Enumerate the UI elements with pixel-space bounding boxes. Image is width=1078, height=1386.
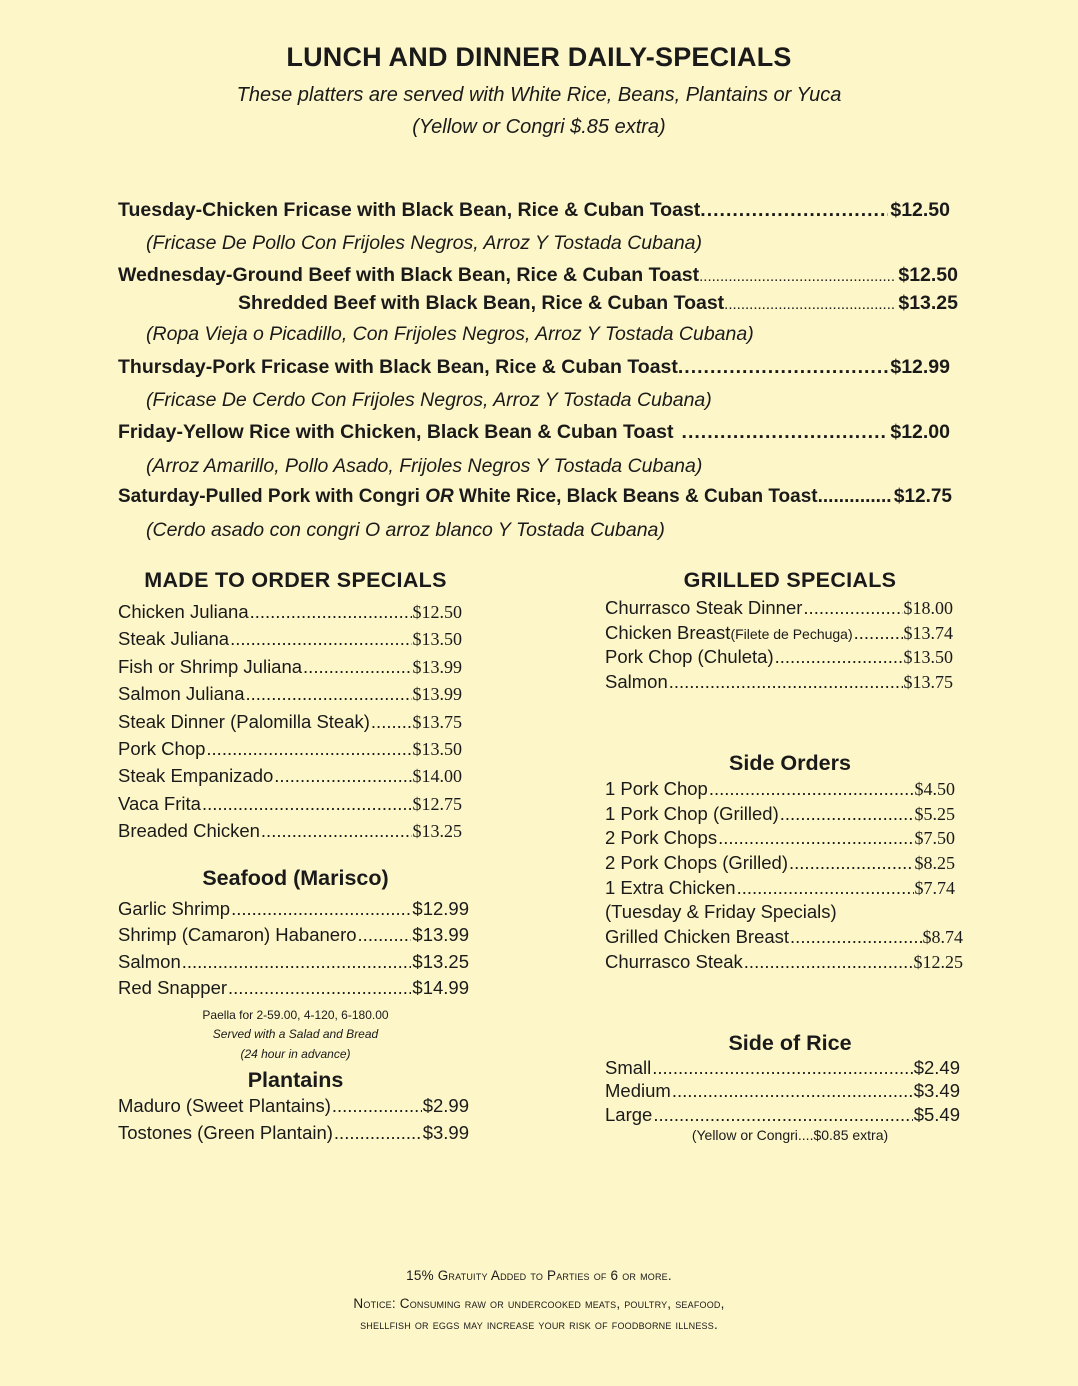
menu-item-name: Red Snapper	[118, 976, 228, 998]
dot-leader	[790, 926, 921, 948]
menu-item-name: 1 Pork Chop (Grilled)	[605, 802, 779, 824]
menu-item-name: Salmon Juliana	[118, 683, 245, 705]
menu-item	[118, 711, 462, 735]
daily-special-name: Tuesday-Chicken Fricase with Black Bean, Rice & Cuban Toast	[118, 199, 701, 221]
menu-item-name: Large	[605, 1103, 653, 1125]
menu-item-name: 1 Extra Chicken	[605, 876, 736, 898]
side-rice-title: Side of Rice	[728, 1031, 852, 1055]
menu-item-name: Small	[605, 1057, 652, 1078]
menu-item	[118, 1122, 469, 1146]
daily-special-name: Thursday-Pork Fricase with Black Bean, Rice & Cuban Toast	[118, 356, 678, 378]
dot-leader	[775, 646, 903, 668]
menu-item-price: $12.25	[913, 951, 963, 972]
menu-item-name: 2 Pork Chops (Grilled)	[605, 852, 789, 874]
menu-item-subname: (Filete de Pechuga)	[730, 625, 853, 642]
paella-advance-note: (24 hour in advance)	[240, 1047, 351, 1061]
menu-item-name: Grilled Chicken Breast	[605, 926, 790, 947]
menu-item-price: $3.99	[422, 1122, 469, 1143]
dot-leader	[669, 671, 903, 693]
menu-item-price: $2.49	[913, 1057, 960, 1078]
dot-leader	[250, 601, 412, 623]
daily-special-name: Shredded Beef with Black Bean, Rice & Cuban Toast	[238, 292, 725, 314]
consumption-notice-cont: shellfish or eggs may increase your risk of foodborne illness.	[360, 1317, 718, 1332]
menu-item-price: $13.75	[903, 672, 953, 693]
dot-leader	[261, 820, 412, 842]
made-to-order-title: MADE TO ORDER SPECIALS	[144, 568, 447, 592]
menu-item	[118, 820, 462, 844]
dot-leader	[737, 877, 914, 899]
menu-item-name: Salmon	[118, 950, 181, 972]
menu-item	[118, 793, 462, 817]
dot-leader	[371, 711, 412, 733]
menu-item-price: $13.99	[412, 684, 462, 705]
dot-leader	[274, 765, 411, 787]
daily-special-price: $13.25	[898, 292, 958, 314]
dot-leader	[334, 1122, 422, 1144]
menu-item-name: Chicken Juliana	[118, 601, 249, 622]
daily-special-translation: (Fricase De Pollo Con Frijoles Negros, Arroz Y Tostada Cubana)	[146, 232, 702, 254]
paella-note: Paella for 2-59.00, 4-120, 6-180.00	[202, 1008, 389, 1022]
daily-special-price: $12.50	[890, 199, 950, 221]
menu-item-price: $13.50	[903, 647, 953, 668]
menu-item-name: 2 Pork Chops	[605, 827, 718, 849]
menu-item	[605, 877, 955, 901]
daily-special-wednesday-alt	[238, 292, 958, 315]
menu-item-price: $12.75	[412, 793, 462, 814]
daily-special-price: $12.99	[890, 356, 950, 378]
dot-leader	[652, 1057, 912, 1079]
dot-leader	[803, 597, 902, 619]
menu-item-price: $7.50	[914, 828, 955, 849]
daily-special-saturday	[118, 486, 952, 508]
menu-item-name: Vaca Frita	[118, 792, 201, 814]
menu-item-price: $13.75	[412, 711, 462, 732]
dot-leader	[182, 951, 412, 973]
gratuity-notice: 15% Gratuity Added to Parties of 6 or more.	[406, 1268, 672, 1283]
dot-leader	[303, 656, 411, 678]
menu-item-name: Churrasco Steak Dinner	[605, 597, 803, 618]
dot-leader	[202, 793, 412, 815]
dot-leader	[230, 628, 411, 650]
menu-item-price: $13.25	[412, 821, 462, 842]
seafood-title: Seafood (Marisco)	[202, 866, 389, 890]
dot-leader	[709, 778, 914, 800]
paella-served-note: Served with a Salad and Bread	[212, 1027, 379, 1041]
menu-item-price: $14.00	[412, 766, 462, 787]
menu-item	[118, 951, 469, 975]
menu-item	[118, 977, 469, 1001]
menu-item-price: $13.50	[412, 629, 462, 650]
menu-subtitle-extra: (Yellow or Congri $.85 extra)	[412, 116, 666, 138]
menu-item	[118, 601, 462, 625]
menu-item-name: Pork Chop	[118, 738, 206, 759]
menu-item-price: $12.50	[412, 602, 462, 622]
daily-special-price: $12.50	[898, 264, 958, 286]
daily-special-name: Saturday-Pulled Pork with Congri OR White Rice, Black Beans & Cuban Toast	[118, 486, 818, 507]
menu-item	[118, 1095, 469, 1119]
daily-special-price: $12.75	[893, 486, 952, 507]
menu-item	[118, 683, 462, 707]
menu-item-price: $5.25	[914, 803, 955, 824]
dot-leader	[744, 951, 913, 973]
menu-item-name: Medium	[605, 1080, 671, 1102]
menu-item-name: Salmon	[605, 671, 668, 693]
menu-item	[605, 951, 963, 975]
menu-item-name: Pork Chop (Chuleta)	[605, 646, 774, 668]
dot-leader	[231, 898, 411, 920]
menu-item	[605, 1104, 960, 1128]
menu-item-price: $8.25	[914, 853, 955, 874]
menu-item-name: Maduro (Sweet Plantains)	[118, 1095, 331, 1116]
menu-item-name: Fish or Shrimp Juliana	[118, 655, 303, 677]
side-orders-subheader: (Tuesday & Friday Specials)	[605, 901, 837, 922]
dot-leader	[206, 738, 411, 760]
daily-special-name: Friday-Yellow Rice with Chicken, Black Bean & Cuban Toast	[118, 421, 674, 443]
menu-item	[118, 765, 462, 789]
menu-item-price: $13.50	[412, 739, 462, 759]
menu-item-name: Tostones (Green Plantain)	[118, 1122, 333, 1143]
rice-note: (Yellow or Congri....$0.85 extra)	[691, 1127, 889, 1143]
menu-item-price: $14.99	[412, 976, 469, 998]
grilled-title: GRILLED SPECIALS	[683, 568, 897, 592]
daily-special-name: Wednesday-Ground Beef with Black Bean, Rice & Cuban Toast	[118, 264, 700, 286]
dot-leader	[246, 683, 412, 705]
side-orders-title: Side Orders	[729, 751, 851, 775]
menu-item-price: $5.49	[913, 1103, 960, 1125]
menu-item-price: $13.25	[412, 950, 469, 972]
daily-special-thursday	[118, 356, 950, 379]
menu-item	[118, 628, 462, 652]
dot-leader	[718, 827, 913, 849]
menu-item	[605, 778, 955, 802]
menu-item	[605, 646, 953, 670]
dot-leader	[653, 1104, 912, 1126]
menu-item	[118, 898, 469, 922]
menu-item-price: $2.99	[422, 1095, 469, 1116]
daily-special-price: $12.00	[890, 421, 950, 443]
menu-item-price: $13.99	[412, 924, 469, 946]
menu-item-price: $4.50	[914, 779, 955, 799]
dot-leader	[854, 622, 903, 644]
dot-leader	[672, 1080, 913, 1102]
dot-leader	[332, 1095, 422, 1117]
menu-item-name: Steak Juliana	[118, 628, 230, 650]
daily-special-translation: (Arroz Amarillo, Pollo Asado, Frijoles Negros Y Tostada Cubana)	[146, 455, 703, 477]
menu-item-name: 1 Pork Chop	[605, 778, 708, 799]
menu-item-name: Garlic Shrimp	[118, 898, 231, 919]
menu-item-name: Steak Empanizado	[118, 765, 274, 787]
menu-item-price: $12.99	[412, 898, 469, 919]
menu-item	[118, 738, 462, 762]
daily-special-translation: (Cerdo asado con congri O arroz blanco Y Tostada Cubana)	[146, 519, 665, 541]
menu-item	[605, 1057, 960, 1081]
menu-item-price: $7.74	[914, 877, 955, 898]
menu-item	[605, 622, 953, 646]
menu-item-name: Breaded Chicken	[118, 820, 260, 842]
menu-item-name: Chicken Breast	[605, 621, 731, 643]
menu-item-name: Shrimp (Camaron) Habanero	[118, 924, 357, 946]
menu-item	[605, 1080, 960, 1104]
consumption-notice: Notice: Consuming raw or undercooked meats, poultry, seafood,	[353, 1296, 725, 1311]
dot-leader	[780, 803, 914, 825]
menu-item	[605, 926, 963, 950]
menu-title: LUNCH AND DINNER DAILY-SPECIALS	[286, 42, 792, 72]
menu-item-price: $13.99	[412, 656, 462, 677]
menu-item	[605, 852, 955, 876]
menu-item	[605, 671, 953, 695]
dot-leader	[789, 852, 913, 874]
daily-special-translation: (Fricase De Cerdo Con Frijoles Negros, Arroz Y Tostada Cubana)	[146, 389, 712, 411]
menu-item-price: $8.74	[922, 927, 963, 947]
daily-special-wednesday	[118, 264, 958, 287]
daily-special-tuesday	[118, 199, 950, 222]
menu-item	[605, 827, 955, 851]
daily-special-translation: (Ropa Vieja o Picadillo, Con Frijoles Negros, Arroz Y Tostada Cubana)	[146, 323, 754, 345]
menu-subtitle: These platters are served with White Rice, Beans, Plantains or Yuca	[236, 84, 842, 106]
daily-special-friday	[118, 421, 950, 444]
menu-item-price: $3.49	[913, 1080, 960, 1102]
menu-item-name: Churrasco Steak	[605, 950, 743, 972]
menu-item	[118, 924, 469, 948]
menu-item	[605, 597, 953, 621]
plantains-title: Plantains	[247, 1068, 344, 1092]
menu-item	[605, 803, 955, 827]
menu-item	[118, 656, 462, 680]
dot-leader	[228, 977, 411, 999]
menu-item-price: $13.74	[903, 622, 953, 643]
dot-leader	[358, 924, 412, 946]
menu-item-name: Steak Dinner (Palomilla Steak)	[118, 710, 370, 732]
menu-item-price: $18.00	[903, 598, 953, 618]
